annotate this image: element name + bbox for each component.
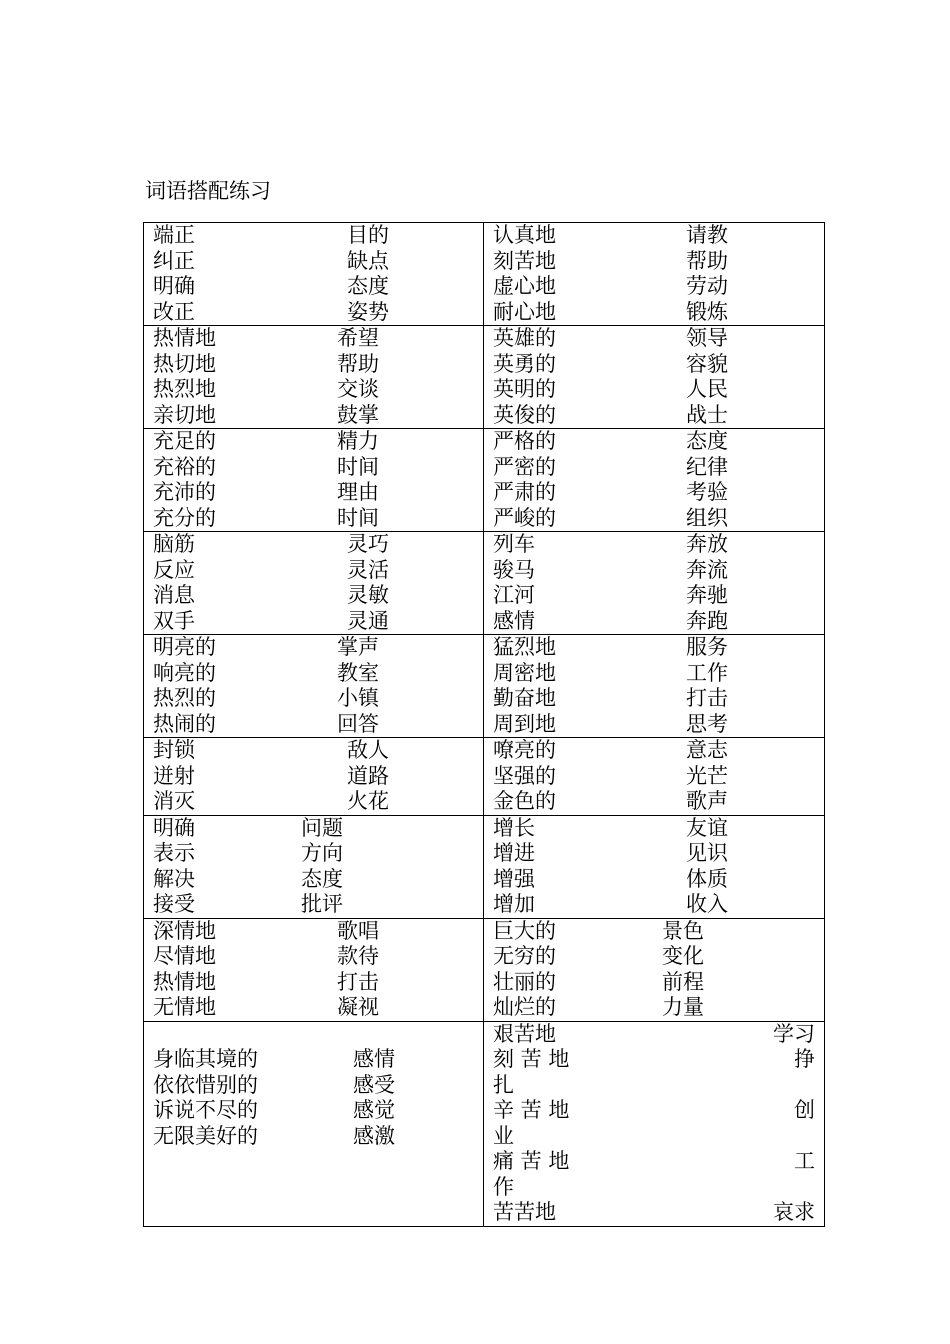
word-first: 扎 <box>493 1072 514 1097</box>
word-second: 领导 <box>686 326 728 350</box>
word-first: 英勇的 <box>493 351 556 376</box>
word-pair <box>144 738 483 764</box>
word-pair <box>484 816 824 842</box>
word-second: 奔跑 <box>686 608 728 633</box>
word-second: 景色 <box>662 918 704 943</box>
word-pair <box>484 583 824 609</box>
word-pair <box>144 686 483 712</box>
word-first: 纠正 <box>153 248 195 273</box>
word-pair <box>144 635 483 661</box>
word-first: 充沛的 <box>153 480 216 504</box>
table-row <box>144 918 825 1021</box>
right-cell <box>484 918 825 1021</box>
word-first: 热切地 <box>153 351 216 376</box>
word-pair <box>484 249 824 275</box>
word-first: 依依惜别的 <box>153 1072 258 1097</box>
word-second: 时间 <box>337 505 379 530</box>
word-pair <box>144 429 483 455</box>
word-pair <box>144 249 483 275</box>
word-second: 组织 <box>686 505 728 530</box>
word-first: 艰苦地 <box>493 1021 556 1046</box>
word-second: 意志 <box>686 738 728 762</box>
table-row <box>144 532 825 635</box>
word-first: 英雄的 <box>493 326 556 350</box>
word-first: 热烈的 <box>153 686 216 710</box>
word-second: 变化 <box>662 944 704 968</box>
word-second: 感激 <box>353 1123 395 1148</box>
word-pair <box>484 1149 824 1175</box>
word-first: 改正 <box>153 299 195 324</box>
word-second: 批评 <box>301 892 343 916</box>
word-first: 热情地 <box>153 969 216 994</box>
word-pair <box>144 480 483 506</box>
word-first: 坚强的 <box>493 763 556 788</box>
word-second: 友谊 <box>686 815 728 840</box>
word-second: 考验 <box>686 480 728 504</box>
word-second: 前程 <box>662 969 704 994</box>
word-first: 英明的 <box>493 377 556 401</box>
word-pair <box>484 1047 824 1073</box>
word-first: 增强 <box>493 866 535 891</box>
word-pair <box>484 532 824 558</box>
word-pair <box>144 712 483 738</box>
left-cell <box>144 738 484 816</box>
word-second: 人民 <box>686 377 728 401</box>
word-pair <box>484 300 824 326</box>
word-first: 尽情地 <box>153 944 216 968</box>
table-row <box>144 1021 825 1226</box>
word-second: 道路 <box>347 763 389 788</box>
word-first: 严肃的 <box>493 480 556 504</box>
word-first: 列车 <box>493 532 535 556</box>
table-row <box>144 738 825 816</box>
word-pair <box>484 635 824 661</box>
word-pair <box>144 403 483 429</box>
word-first: 勤奋地 <box>493 686 556 710</box>
word-second: 态度 <box>686 429 728 453</box>
word-pair <box>484 1175 824 1201</box>
word-first: 严峻的 <box>493 505 556 530</box>
table-row <box>144 223 825 326</box>
word-pair <box>144 789 483 815</box>
word-first: 江河 <box>493 583 535 607</box>
right-cell <box>484 1021 825 1226</box>
word-pair <box>484 223 824 249</box>
word-pair <box>484 1124 824 1150</box>
word-pair <box>484 506 824 532</box>
word-first: 刻 苦 地 <box>493 1047 570 1071</box>
word-first: 嘹亮的 <box>493 738 556 762</box>
word-first: 身临其境的 <box>153 1047 258 1071</box>
word-first: 明确 <box>153 274 195 298</box>
word-second: 款待 <box>337 944 379 968</box>
word-first: 无情地 <box>153 995 216 1019</box>
word-first: 认真地 <box>493 223 556 247</box>
word-first: 热烈地 <box>153 377 216 401</box>
left-cell <box>144 532 484 635</box>
word-second: 纪律 <box>686 454 728 479</box>
word-first: 英俊的 <box>493 402 556 427</box>
word-second: 理由 <box>337 480 379 504</box>
word-pair <box>144 764 483 790</box>
left-cell <box>144 1021 484 1226</box>
word-second: 奔放 <box>686 532 728 556</box>
word-first: 增加 <box>493 892 535 916</box>
word-first: 充足的 <box>153 429 216 453</box>
word-second: 挣 <box>794 1047 815 1071</box>
word-pair <box>144 609 483 635</box>
word-second: 哀求 <box>773 1200 815 1224</box>
left-cell <box>144 635 484 738</box>
word-pair <box>484 609 824 635</box>
word-first: 金色的 <box>493 789 556 813</box>
word-second: 容貌 <box>686 351 728 376</box>
word-second: 战士 <box>686 402 728 427</box>
word-first: 响亮的 <box>153 660 216 685</box>
word-second: 态度 <box>301 866 343 891</box>
table-row <box>144 326 825 429</box>
word-first: 无限美好的 <box>153 1123 258 1148</box>
word-first: 苦苦地 <box>493 1200 556 1224</box>
word-first: 迸射 <box>153 763 195 788</box>
word-pair <box>144 352 483 378</box>
word-second: 火花 <box>347 789 389 813</box>
table-row <box>144 429 825 532</box>
word-pair <box>484 274 824 300</box>
word-second: 感情 <box>353 1047 395 1071</box>
word-first: 充裕的 <box>153 454 216 479</box>
word-pair <box>484 1073 824 1099</box>
word-first: 端正 <box>153 223 195 247</box>
word-pair <box>144 1124 483 1150</box>
word-pair <box>144 558 483 584</box>
word-first: 消息 <box>153 583 195 607</box>
word-second: 工作 <box>686 660 728 685</box>
right-cell <box>484 635 825 738</box>
word-first: 双手 <box>153 608 195 633</box>
word-second: 灵活 <box>347 557 389 582</box>
word-first: 热闹的 <box>153 711 216 736</box>
word-pair <box>484 919 824 945</box>
word-pair <box>484 738 824 764</box>
word-second: 学习 <box>773 1021 815 1046</box>
word-second: 帮助 <box>337 351 379 376</box>
word-second: 回答 <box>337 711 379 736</box>
right-cell <box>484 223 825 326</box>
word-first: 感情 <box>493 608 535 633</box>
word-first: 接受 <box>153 892 195 916</box>
word-second: 歌唱 <box>337 918 379 943</box>
word-pair <box>484 686 824 712</box>
word-second: 敌人 <box>347 738 389 762</box>
word-first: 灿烂的 <box>493 995 556 1019</box>
word-pair <box>144 455 483 481</box>
word-first: 辛 苦 地 <box>493 1098 570 1122</box>
word-pair <box>144 274 483 300</box>
word-second: 收入 <box>686 892 728 916</box>
word-pair <box>484 867 824 893</box>
word-second: 小镇 <box>337 686 379 710</box>
word-pair <box>484 1022 824 1048</box>
word-first: 明亮的 <box>153 635 216 659</box>
word-first: 增进 <box>493 841 535 865</box>
word-first: 刻苦地 <box>493 248 556 273</box>
left-cell <box>144 429 484 532</box>
word-first: 亲切地 <box>153 402 216 427</box>
word-first: 明确 <box>153 815 195 840</box>
word-first: 骏马 <box>493 557 535 582</box>
right-cell <box>484 429 825 532</box>
word-first: 充分的 <box>153 505 216 530</box>
word-first: 严密的 <box>493 454 556 479</box>
word-pair <box>484 1200 824 1226</box>
word-pair <box>144 661 483 687</box>
word-pair <box>484 712 824 738</box>
word-pair <box>144 300 483 326</box>
word-first: 无穷的 <box>493 944 556 968</box>
word-pair <box>484 455 824 481</box>
word-pair <box>484 995 824 1021</box>
word-pair <box>144 970 483 996</box>
word-first: 周到地 <box>493 711 556 736</box>
word-pair <box>144 223 483 249</box>
word-second: 帮助 <box>686 248 728 273</box>
word-pair <box>484 892 824 918</box>
word-pair <box>144 377 483 403</box>
word-second: 思考 <box>686 711 728 736</box>
page-title: 词语搭配练习 <box>145 179 271 203</box>
word-pair <box>484 480 824 506</box>
word-pair <box>484 403 824 429</box>
word-first: 壮丽的 <box>493 969 556 994</box>
word-first: 耐心地 <box>493 299 556 324</box>
word-pair <box>144 506 483 532</box>
word-first: 增长 <box>493 815 535 840</box>
word-first: 消灭 <box>153 789 195 813</box>
word-first: 表示 <box>153 841 195 865</box>
word-second: 态度 <box>347 274 389 298</box>
word-pair <box>144 995 483 1021</box>
word-second: 交谈 <box>337 377 379 401</box>
word-second: 见识 <box>686 841 728 865</box>
word-second: 光芒 <box>686 763 728 788</box>
word-first: 解决 <box>153 866 195 891</box>
right-cell <box>484 815 825 918</box>
word-pair <box>484 841 824 867</box>
word-second: 感受 <box>353 1072 395 1097</box>
word-second: 精力 <box>337 429 379 453</box>
word-first: 反应 <box>153 557 195 582</box>
word-second: 歌声 <box>686 789 728 813</box>
word-second: 工 <box>794 1149 815 1173</box>
word-first: 热情地 <box>153 326 216 350</box>
right-cell <box>484 532 825 635</box>
word-second: 掌声 <box>337 635 379 659</box>
word-second: 奔流 <box>686 557 728 582</box>
word-pair <box>144 1098 483 1124</box>
word-first: 封锁 <box>153 738 195 762</box>
word-first: 周密地 <box>493 660 556 685</box>
word-pair <box>484 970 824 996</box>
word-pair <box>144 1047 483 1073</box>
word-second: 奔驰 <box>686 583 728 607</box>
right-cell <box>484 738 825 816</box>
word-second: 打击 <box>337 969 379 994</box>
word-second: 姿势 <box>347 299 389 324</box>
word-first: 深情地 <box>153 918 216 943</box>
word-pair <box>484 429 824 455</box>
word-second: 灵巧 <box>347 532 389 556</box>
word-second: 希望 <box>337 326 379 350</box>
word-pair <box>144 841 483 867</box>
left-cell <box>144 223 484 326</box>
word-pair <box>144 867 483 893</box>
word-second: 鼓掌 <box>337 402 379 427</box>
word-second: 体质 <box>686 866 728 891</box>
word-pair <box>484 944 824 970</box>
word-second: 方向 <box>301 841 343 865</box>
word-pair <box>484 661 824 687</box>
word-second: 灵通 <box>347 608 389 633</box>
word-second: 缺点 <box>347 248 389 273</box>
word-second: 服务 <box>686 635 728 659</box>
word-first: 巨大的 <box>493 918 556 943</box>
word-pair <box>144 816 483 842</box>
table-row <box>144 815 825 918</box>
word-first: 作 <box>493 1174 514 1199</box>
word-second: 劳动 <box>686 274 728 298</box>
table-row <box>144 635 825 738</box>
word-pair <box>144 532 483 558</box>
word-second: 力量 <box>662 995 704 1019</box>
word-second: 凝视 <box>337 995 379 1019</box>
word-pair <box>484 764 824 790</box>
left-cell <box>144 815 484 918</box>
left-cell <box>144 918 484 1021</box>
word-first: 痛 苦 地 <box>493 1149 570 1173</box>
word-second: 打击 <box>686 686 728 710</box>
word-pair <box>484 558 824 584</box>
word-second: 问题 <box>301 815 343 840</box>
word-second: 时间 <box>337 454 379 479</box>
word-second: 请教 <box>686 223 728 247</box>
word-pair <box>144 326 483 352</box>
word-second: 感觉 <box>353 1098 395 1122</box>
left-cell <box>144 326 484 429</box>
word-pair <box>144 892 483 918</box>
word-first: 虚心地 <box>493 274 556 298</box>
word-pair <box>144 1073 483 1099</box>
word-pair <box>144 583 483 609</box>
word-first: 猛烈地 <box>493 635 556 659</box>
word-pair <box>484 789 824 815</box>
word-matching-table <box>143 222 825 1227</box>
word-pair <box>484 326 824 352</box>
word-first: 诉说不尽的 <box>153 1098 258 1122</box>
word-second: 锻炼 <box>686 299 728 324</box>
word-pair <box>484 377 824 403</box>
word-second: 创 <box>794 1098 815 1122</box>
right-cell <box>484 326 825 429</box>
word-pair <box>144 944 483 970</box>
word-pair <box>484 352 824 378</box>
word-pair <box>484 1098 824 1124</box>
word-pair <box>144 919 483 945</box>
word-first: 脑筋 <box>153 532 195 556</box>
word-second: 灵敏 <box>347 583 389 607</box>
word-first: 严格的 <box>493 429 556 453</box>
word-second: 目的 <box>347 223 389 247</box>
word-second: 教室 <box>337 660 379 685</box>
word-first: 业 <box>493 1123 514 1148</box>
